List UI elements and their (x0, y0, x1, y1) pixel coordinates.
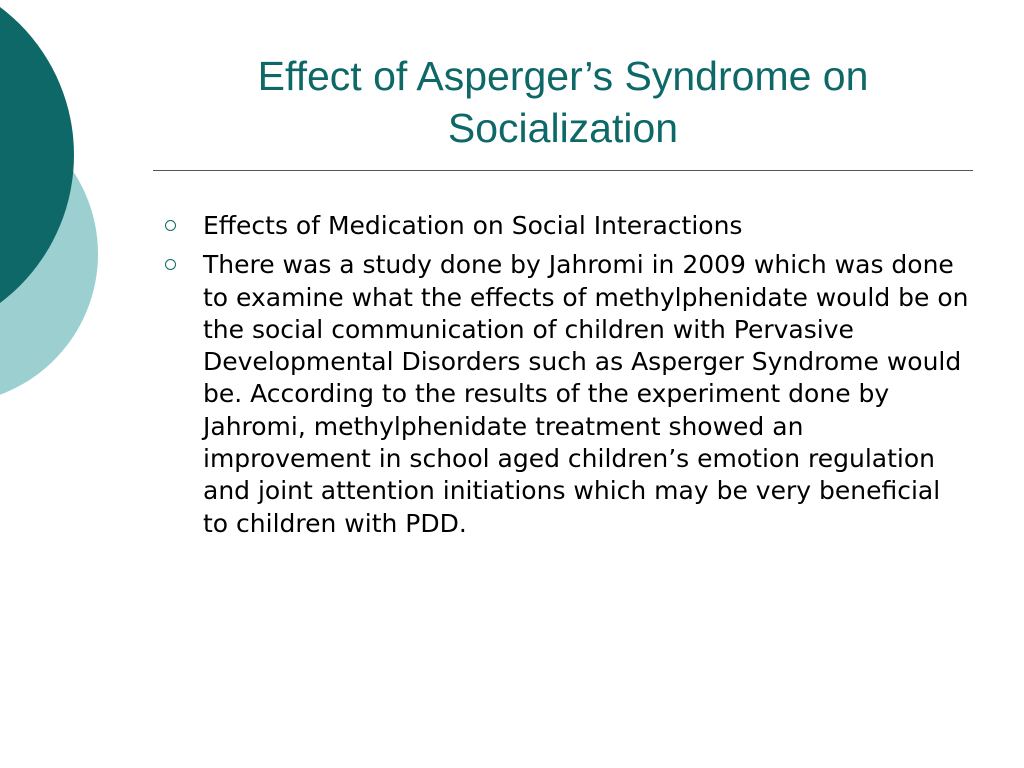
title-divider (153, 170, 973, 171)
slide-title-line-2: Socialization (447, 105, 679, 151)
bullet-item-jahromi-study (160, 249, 970, 540)
bullet-list (160, 210, 970, 547)
bullet-item-medication-effects (160, 210, 970, 242)
hollow-circle-bullet-icon (165, 220, 176, 231)
slide-title-line-1: Effect of Asperger’s Syndrome on (257, 53, 869, 99)
bullet-text: Effects of Medication on Social Interactions (203, 211, 743, 240)
bullet-text: There was a study done by Jahromi in 2009 which was done to examine what the effects of methylphenidate would be on the social communication of children with Pervasive Developmental Disorders such as Asperger Syndrome would be. According to the results of the experiment done by Jahromi, methylphenidate treatment showed an improvement in school aged children’s emotion regulation and joint attention initiations which may be very beneficial to children with PDD. (203, 250, 969, 538)
slide-title (150, 50, 976, 154)
hollow-circle-bullet-icon (165, 259, 176, 270)
